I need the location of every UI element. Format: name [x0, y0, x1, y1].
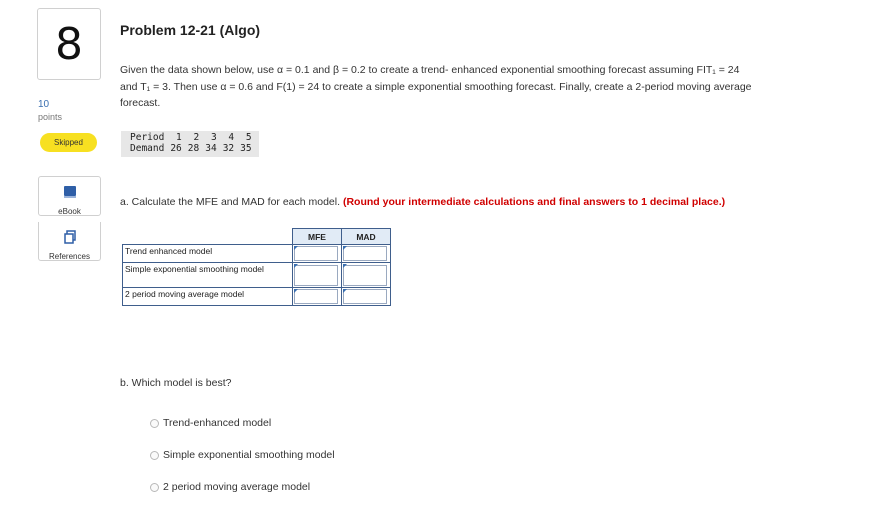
demand-row	[127, 143, 255, 154]
row-label: 2 period moving average model	[123, 288, 293, 306]
demand-label: Demand	[130, 143, 165, 154]
grid-row-simple	[123, 263, 391, 288]
period-label: Period	[130, 132, 165, 143]
simple-mad-cell[interactable]	[342, 263, 391, 288]
period-cell: 3	[210, 132, 217, 143]
part-b-prompt: b. Which model is best?	[120, 377, 232, 389]
demand-cell: 28	[187, 143, 200, 154]
moving-mad-cell[interactable]	[342, 288, 391, 306]
period-cell: 5	[245, 132, 252, 143]
trend-mad-cell[interactable]	[342, 245, 391, 263]
option-label: Simple exponential smoothing model	[163, 449, 335, 461]
grid-corner	[123, 229, 293, 245]
radio-button[interactable]	[150, 483, 159, 492]
demand-cell: 35	[240, 143, 252, 154]
data-table	[121, 131, 259, 157]
demand-cell: 26	[170, 143, 182, 154]
period-cell: 2	[193, 132, 200, 143]
option-simple-exponential[interactable]	[150, 449, 335, 461]
trend-mfe-cell[interactable]	[293, 245, 342, 263]
period-cell: 1	[176, 132, 182, 143]
period-row	[127, 132, 255, 143]
intro-line-3: forecast.	[120, 97, 161, 109]
references-label: References	[49, 252, 90, 261]
part-a-prompt	[120, 196, 725, 208]
intro-line-1: Given the data shown below, use α = 0.1 and β = 0.2 to create a trend- enhanced exponential smoothing forecast assuming FIT₁ = 24	[120, 64, 740, 76]
trend-mfe-input[interactable]	[294, 246, 338, 261]
demand-cell: 34	[205, 143, 217, 154]
answer-grid	[122, 228, 391, 306]
radio-button[interactable]	[150, 451, 159, 460]
option-label: Trend-enhanced model	[163, 417, 272, 429]
trend-mad-input[interactable]	[343, 246, 387, 261]
row-label: Trend enhanced model	[123, 245, 293, 263]
demand-cell: 32	[222, 143, 235, 154]
problem-intro	[120, 62, 840, 112]
part-a-instruction: (Round your intermediate calculations and final answers to 1 decimal place.)	[342, 196, 726, 208]
simple-mad-input[interactable]	[343, 265, 387, 286]
problem-title: Problem 12-21 (Algo)	[120, 22, 261, 38]
copy-icon	[63, 230, 77, 249]
row-label: Simple exponential smoothing model	[123, 263, 293, 288]
references-button[interactable]	[38, 222, 101, 261]
radio-button[interactable]	[150, 419, 159, 428]
status-badge: Skipped	[40, 133, 97, 152]
mfe-header: MFE	[293, 229, 342, 245]
points-value: 10	[38, 99, 50, 110]
option-trend-enhanced[interactable]	[150, 417, 271, 429]
moving-mfe-input[interactable]	[294, 289, 338, 304]
intro-line-2: and T₁ = 3. Then use α = 0.6 and F(1) = 24 to create a simple exponential smoothing forecast. Finally, create a 2-period moving average	[120, 80, 752, 93]
book-icon	[63, 185, 77, 204]
moving-mad-input[interactable]	[343, 289, 387, 304]
mad-header: MAD	[342, 229, 391, 245]
option-moving-average[interactable]	[150, 481, 310, 493]
part-a-label: a. Calculate the MFE and MAD for each model.	[120, 196, 341, 208]
period-cell: 4	[228, 132, 235, 143]
grid-header-row	[123, 229, 391, 245]
ebook-label: eBook	[58, 207, 81, 216]
simple-mfe-input[interactable]	[294, 265, 338, 286]
ebook-button[interactable]	[38, 176, 101, 216]
grid-row-moving	[123, 288, 391, 306]
grid-row-trend	[123, 245, 391, 263]
question-number: 8	[37, 8, 101, 80]
option-label: 2 period moving average model	[163, 481, 311, 493]
points-label: points	[38, 112, 63, 122]
simple-mfe-cell[interactable]	[293, 263, 342, 288]
moving-mfe-cell[interactable]	[293, 288, 342, 306]
